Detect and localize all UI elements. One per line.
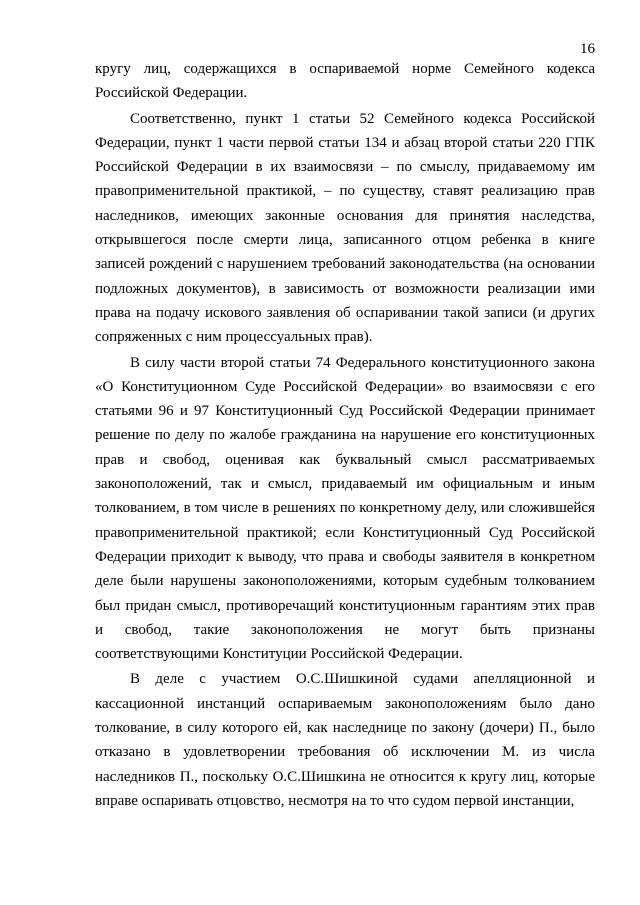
page-number: 16 bbox=[580, 41, 595, 57]
paragraph-continuation: кругу лиц, содержащихся в оспариваемой норме Семейного кодекса Российской Федерации. bbox=[95, 61, 595, 102]
paragraph: Соответственно, пункт 1 статьи 52 Семейного кодекса Российской Федерации, пункт 1 части первой статьи 134 и абзац второй статьи 220 ГПК Российской Федерации в их взаимосвязи – по смыслу, придаваемому им правоприменительной практикой, – по существу, ставят реализацию прав наследников, имеющих законные основания для принятия наследства, открывшегося после смерти лица, записанного отцом ребенка в книге записей рождений с нарушением требований законодательства (на основании подложных документов), в зависимость от возможности реализации ими права на подачу искового заявления об оспаривании такой записи (и других сопряженных с ним процессуальных прав). bbox=[95, 110, 595, 346]
paragraph: В силу части второй статьи 74 Федерального конституционного закона «О Конституционном Суде Российской Федерации» во взаимосвязи с его статьями 96 и 97 Конституционный Суд Российской Федерации принимает решение по делу по жалобе гражданина на нарушение его конституционных прав и свобод, оценивая как буквальный смысл рассматриваемых законоположений, так и смысл, придаваемый им официальным и иным толкованием, в том числе в решениях по конкретному делу, или сложившейся правоприменительной практикой; если Конституционный Суд Российской Федерации приходит к выводу, что права и свободы заявителя в конкретном деле были нарушены законоположениями, которым судебным толкованием был придан смысл, противоречащий конституционным гарантиям этих прав и свобод, такие законоположения не могут быть признаны соответствующими Конституции Российской Федерации. bbox=[95, 354, 595, 663]
body-text bbox=[95, 57, 595, 813]
paragraph: В деле с участием О.С.Шишкиной судами апелляционной и кассационной инстанций оспариваемым законоположениям было дано толкование, в силу которого ей, как наследнице по закону (дочери) П., было отказано в удовлетворении требования об исключении М. из числа наследников П., поскольку О.С.Шишкина не относится к кругу лиц, которые вправе оспаривать отцовство, несмотря на то что судом первой инстанции, bbox=[95, 671, 595, 809]
